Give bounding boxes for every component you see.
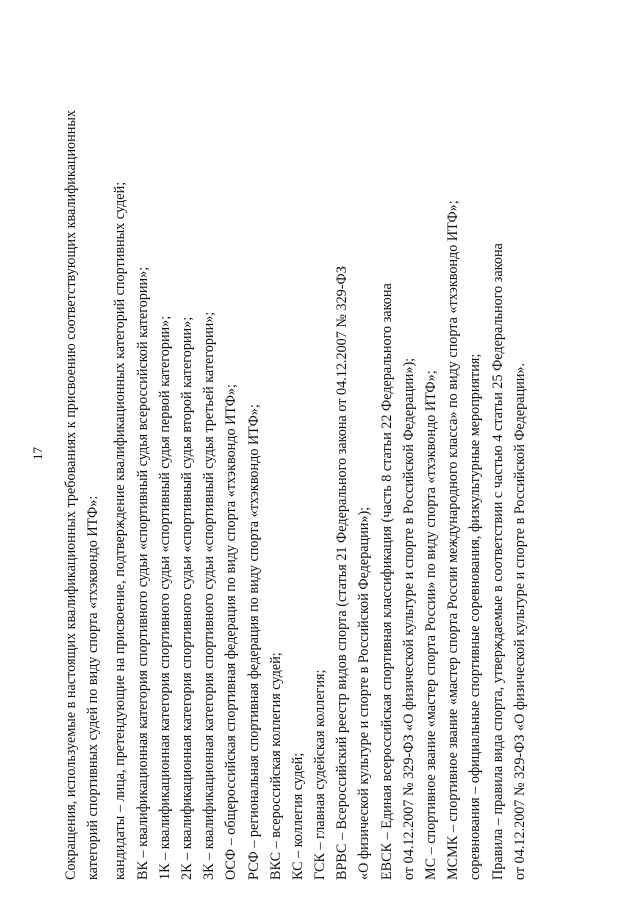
abbreviations-text-block	[60, 40, 531, 880]
abbr-ms: МС – спортивное звание «мастер спорта России» по виду спорта «тхэквондо ИТФ»;	[423, 370, 439, 880]
abbr-osf: ОСФ – общероссийская спортивная федерация по виду спорта «тхэквондо ИТФ»;	[223, 384, 240, 880]
abbr-2k: 2К – квалификационная категория спортивного судьи «спортивный судья второй категории»;	[178, 316, 195, 880]
abbr-vrvs-1: ВРВС – Всероссийский реестр видов спорта (статья 21 Федерального закона от 04.12.2007 № 329-ФЗ	[334, 266, 351, 880]
abbr-pravila-1: Правила – правила вида спорта, утверждаемые в соответствии с частью 4 статьи 25 Федерального закона	[489, 243, 506, 880]
abbr-kandidaty: кандидаты – лица, претендующие на присвоение, подтверждение квалификационных категорий спортивных судей;	[112, 181, 129, 880]
page-number: 17	[30, 447, 45, 460]
abbr-gsk: ГСК – главная судейская коллегия;	[312, 669, 329, 880]
abbr-vrvs-2: «О физической культуре и спорте в Российской Федерации»);	[356, 506, 373, 880]
abbr-sorevnovaniya: соревнования – официальные спортивные соревнования, физкультурные мероприятия;	[467, 353, 484, 880]
abbr-rsf: РСФ – региональная спортивная федерация по виду спорта «тхэквондо ИТФ»;	[245, 404, 262, 880]
abbr-vks: ВКС – всероссийская коллегия судей;	[267, 652, 284, 880]
intro-line-2: категорий спортивных судей по виду спорта «тхэквондо ИТФ»:	[85, 495, 102, 880]
abbr-1k: 1К – квалификационная категория спортивного судьи «спортивный судья первой категории»;	[156, 315, 173, 880]
abbr-pravila-2: от 04.12.2007 № 329-ФЗ «О физической культуре и спорте в Российской Федерации».	[511, 363, 528, 880]
abbr-ks: КС – коллегия судей;	[289, 752, 306, 880]
abbr-evsk-2: от 04.12.2007 № 329-ФЗ «О физической культуре и спорте в Российской Федерации»);	[400, 357, 417, 880]
abbr-msmk: МСМК – спортивное звание «мастер спорта России международного класса» по виду спорта «тхэквондо ИТФ»;	[445, 200, 462, 880]
abbr-3k: 3К – квалификационная категория спортивного судьи «спортивный судья третьей категории»;	[201, 311, 218, 880]
intro-line-1: Сокращения, используемые в настоящих квалификационных требованиях к присвоению соответствующих квалификационных	[63, 110, 79, 880]
abbr-vk: ВК – квалификационная категория спортивного судьи «спортивный судья всероссийской категории»;	[134, 266, 151, 880]
abbr-evsk-1: ЕВСК – Единая всероссийская спортивная классификация (часть 8 статьи 22 Федерального закона	[378, 283, 395, 880]
